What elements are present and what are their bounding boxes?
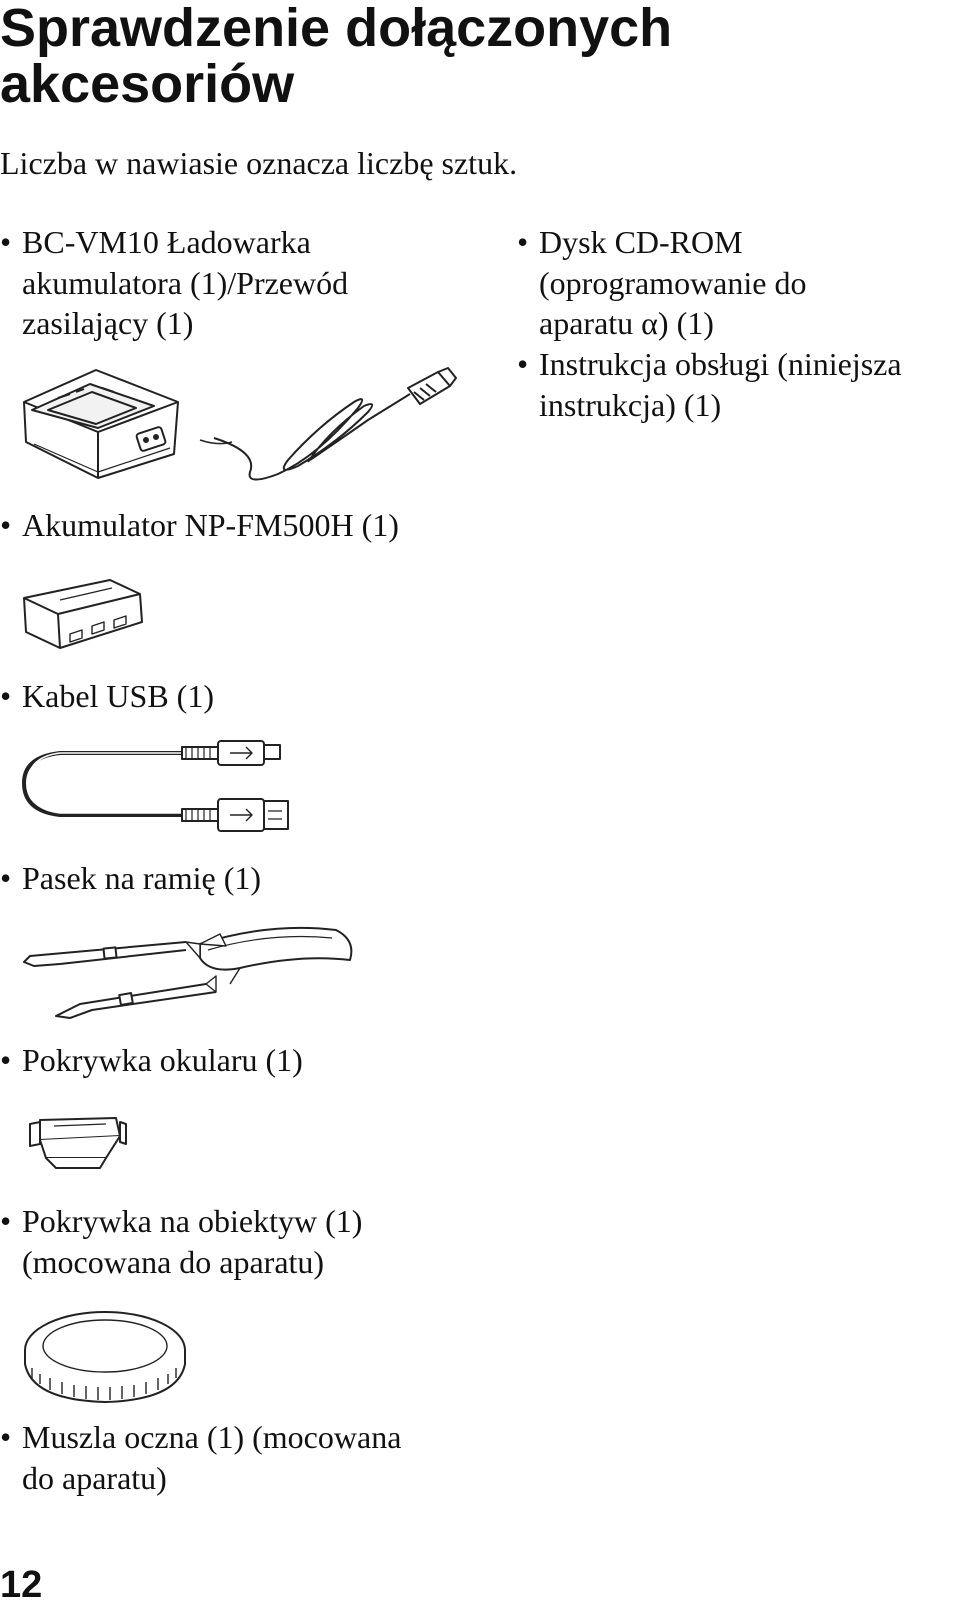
charger-illustration [18,362,458,487]
item-label: aparatu α) (1) [539,305,714,341]
item-label: (oprogramowanie do [539,264,807,301]
item-label: do aparatu) [22,1459,167,1496]
bullet: • [0,1419,12,1455]
item-label: Pokrywka na obiektyw (1) [22,1203,363,1239]
item-label: instrukcja) (1) [539,386,722,423]
item-label: zasilający (1) [22,305,194,341]
bullet: • [517,224,529,260]
list-item-cdrom [517,222,806,344]
bullet: • [0,1042,12,1078]
shoulder-strap-illustration [20,920,356,1022]
bullet: • [0,507,12,543]
intro-text: Liczba w nawiasie oznacza liczbę sztuk. [0,145,518,181]
usb-cable-illustration [20,735,292,835]
bullet: • [0,224,12,260]
item-label: Pasek na ramię (1) [22,860,262,896]
list-item-charger [0,222,348,344]
battery-illustration [20,576,148,656]
item-label: Muszla oczna (1) (mocowana [22,1419,402,1455]
bullet: • [0,1203,12,1239]
bullet: • [517,346,529,382]
item-label: BC-VM10 Ładowarka [22,224,311,260]
list-item-usb [0,676,214,717]
item-label: Akumulator NP-FM500H (1) [22,507,399,543]
list-item-eyepiece-cap [0,1040,303,1081]
item-label: Instrukcja obsługi (niniejsza [539,346,902,382]
list-item-manual [517,344,902,425]
eyepiece-cap-illustration [26,1110,130,1174]
item-label: Dysk CD-ROM [539,224,743,260]
page-number: 12 [0,1564,43,1606]
bullet: • [0,860,12,896]
page-title-line-1: Sprawdzenie dołączonych [0,0,673,58]
page-title [0,0,672,112]
item-label: Pokrywka okularu (1) [22,1042,303,1078]
page-title-line-2: akcesoriów [0,54,295,114]
item-label: (mocowana do aparatu) [22,1243,325,1280]
bullet: • [0,678,12,714]
list-item-eyecup [0,1417,401,1498]
item-label: akumulatora (1)/Przewód [22,264,349,301]
list-item-strap [0,858,261,899]
body-cap-illustration [22,1306,188,1406]
item-label: Kabel USB (1) [22,678,214,714]
list-item-battery [0,505,399,546]
list-item-body-cap [0,1201,362,1282]
